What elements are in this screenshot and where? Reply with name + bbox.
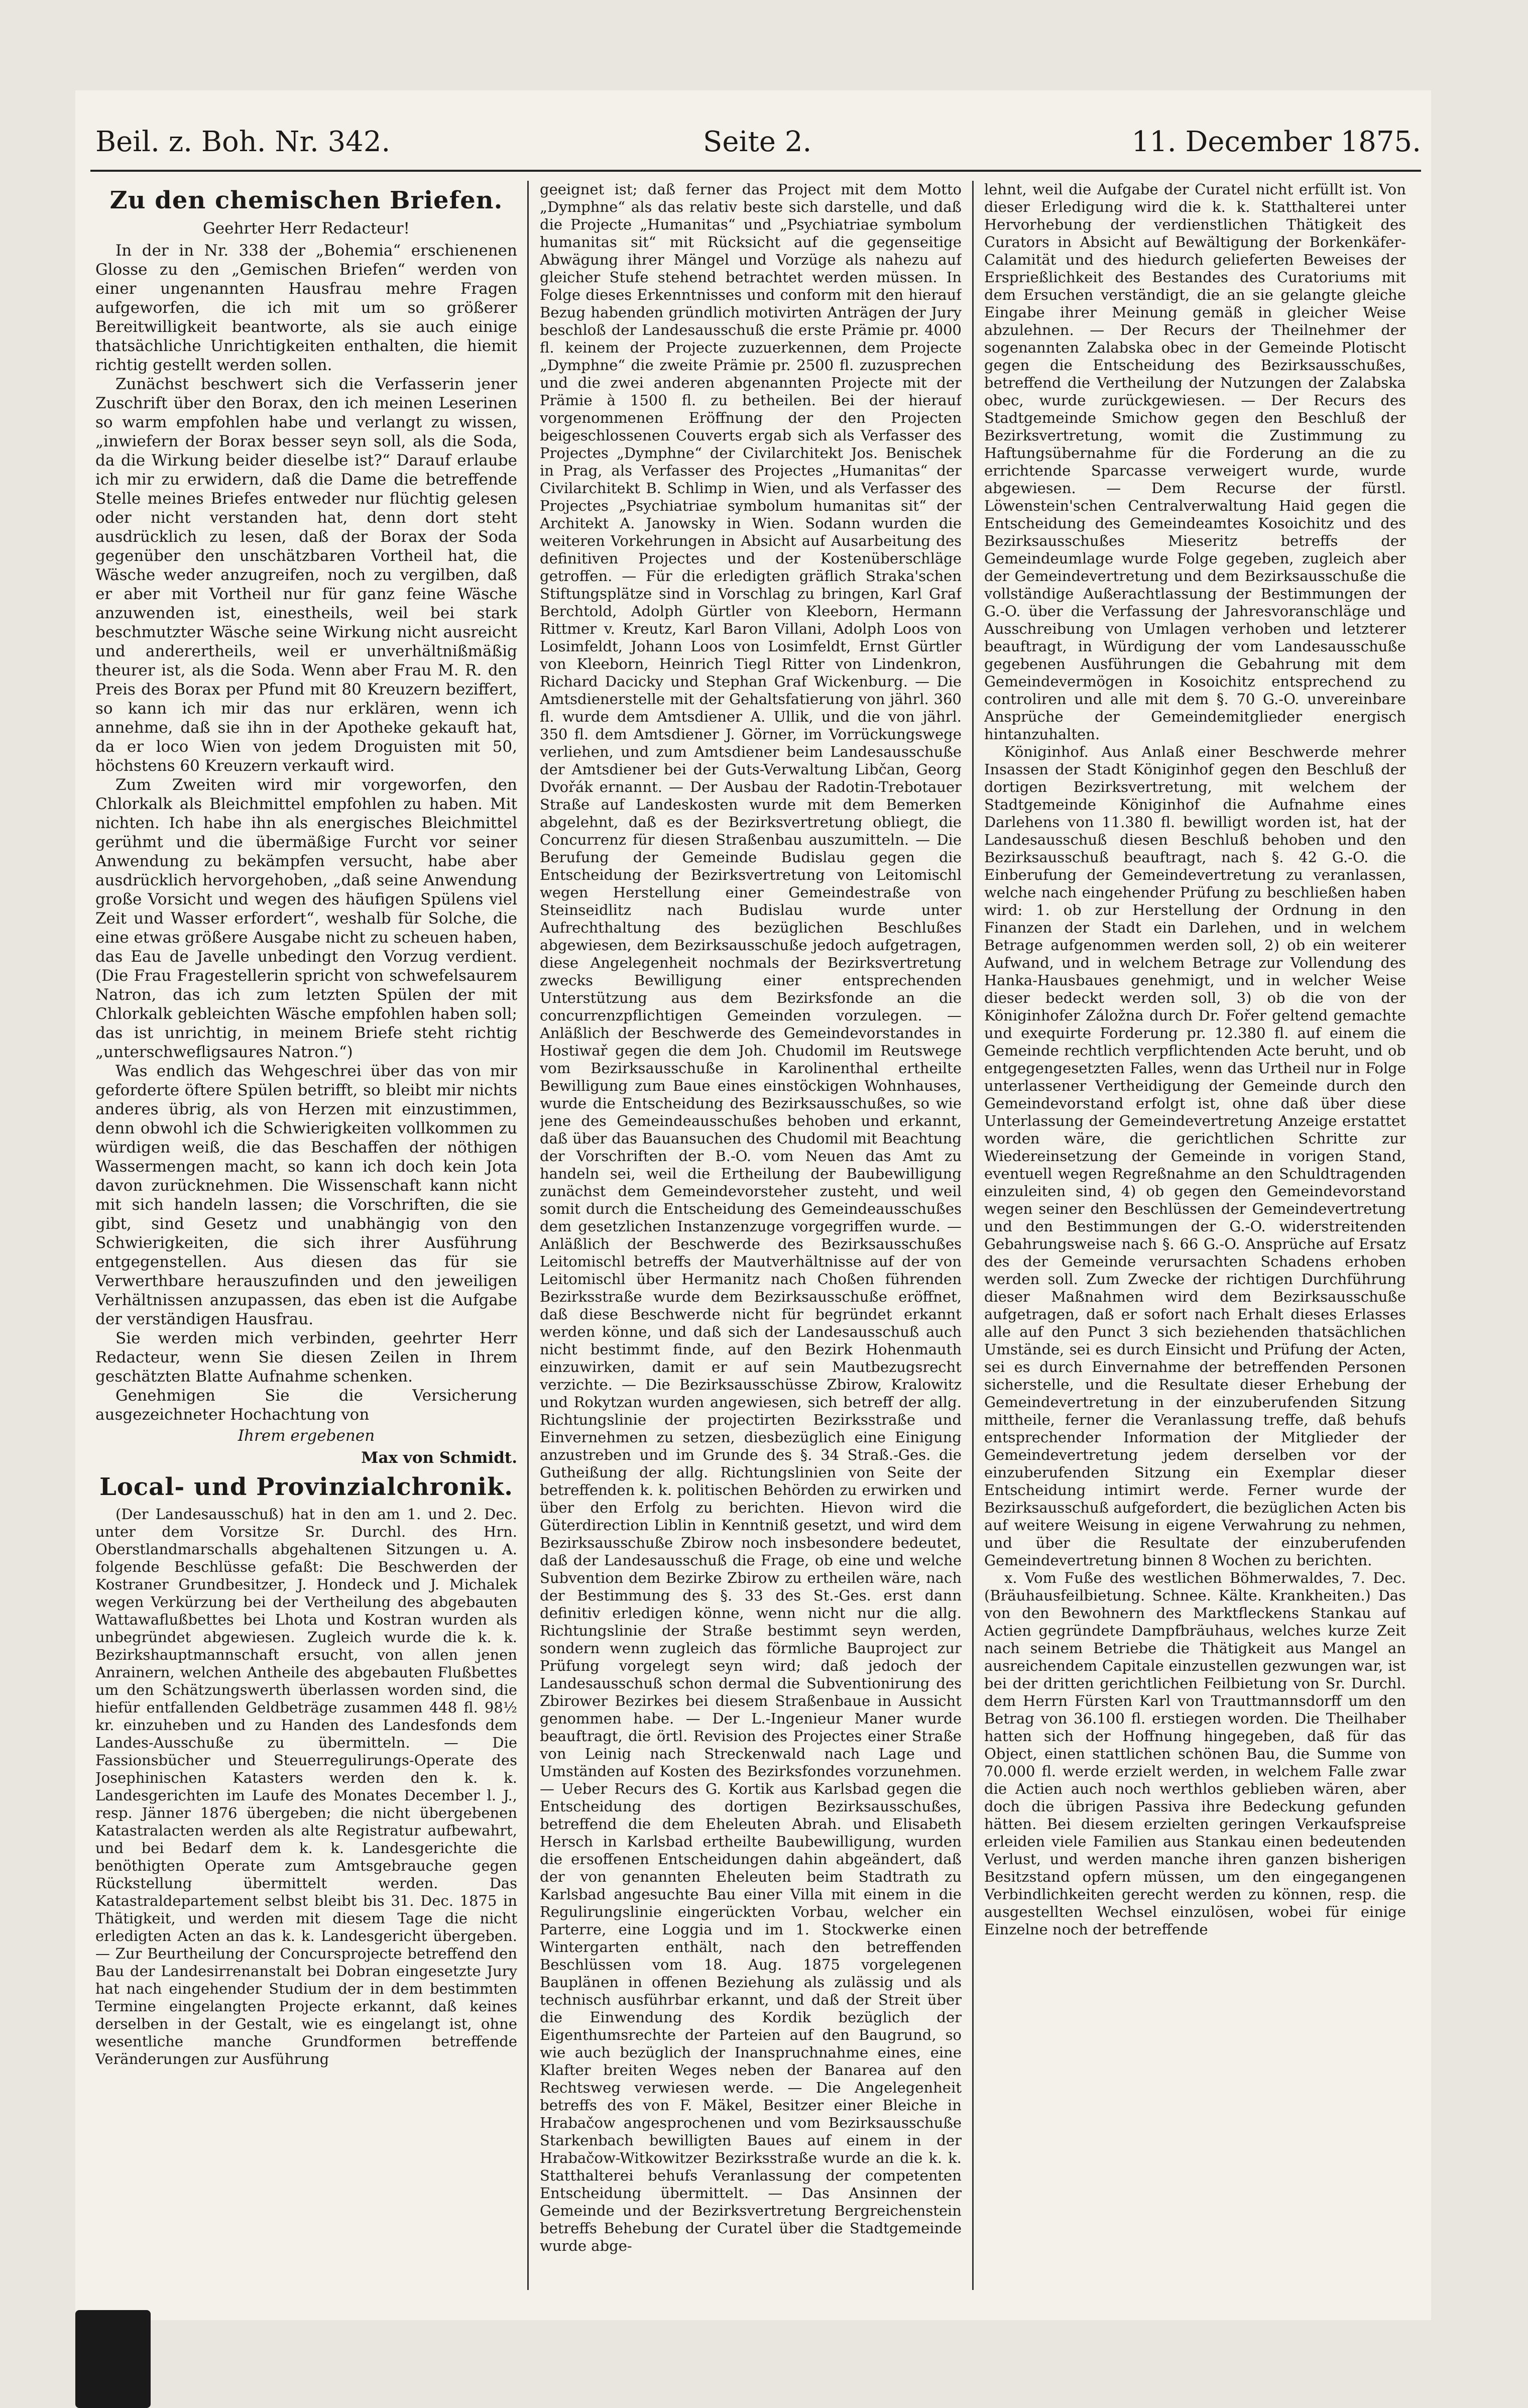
paragraph: x. Vom Fuße des westlichen Böhmerwaldes, 7. Dec. (Bräuhausfeilbietung. Schnee. Kälte. Krankheiten.) Das von den Bewohnern des Marktfleckens Stankau auf Actien gegründete Dampfbräuhaus, welches kurze Zeit nach seinem Betriebe die Thätigkeit aus Mangel an ausreichendem Capitale einzustellen gezwungen war, ist bei der dritten gerichtlichen Feilbietung von Sr. Durchl. dem Herrn Fürsten Karl von Trauttmannsdorff um den Betrag von 36.100 fl. erstiegen worden. Die Theilhaber hatten sich der Hoffnung hingegeben, daß für das Object, einen stattlichen schönen Bau, die Summe von 70.000 fl. werde erzielt werden, in welchem Falle zwar die Actien auch noch werthlos geblieben wären, aber doch die übrigen Passiva ihre Bedeckung gefunden hätten. Bei diesem erzielten geringen Verkaufspreise erleiden viele Familien aus Stankau einen bedeutenden Verlust, und werden manche ihren ganzen bisherigen Besitzstand opfern müssen, um den eingegangenen Verbindlichkeiten gerecht werden zu können, resp. die ausgestellten Wechsel einzulösen, wobei für einige Einzelne noch der betreffende [984,1569,1406,1938]
column-3 [984,181,1406,2290]
salutation: Geehrter Herr Redacteur! [202,219,410,238]
signature: Max von Schmidt. [361,1449,517,1467]
paragraph: (Der Landesausschuß) hat in den am 1. und 2. Dec. unter dem Vorsitze Sr. Durchl. des Hrn. Oberstlandmarschalls abgehaltenen Sitzungen u. A. folgende Beschlüsse gefaßt: Die Beschwerden der Kostraner Grundbesitzer, J. Hondeck und J. Michalek wegen Verkürzung bei der Vertheilung des abgebauten Wattawaflußbettes bei Lhota und Kostran wurden als unbegründet abgewiesen. Zugleich wurde die k. k. Bezirkshauptmannschaft ersucht, von allen jenen Anrainern, welchen Antheile des abgebauten Flußbettes um den Schätzungswerth überlassen worden sind, die hiefür entfallenden Geldbeträge zusammen 448 fl. 98½ kr. einzuheben und zu Handen des Landesfonds dem Landes-Ausschuße zu übermitteln. — Die Fassionsbücher und Steuerregulirungs-Operate des Josephinischen Katasters werden den k. k. Landesgerichten im Laufe des Monates December l. J., resp. Jänner 1876 übergeben; die nicht übergebenen Katastralacten werden als alte Registratur aufbewahrt, und bei Bedarf dem k. k. Landesgerichte die benöthigten Operate zum Amtsgebrauche gegen Rückstellung übermittelt werden. Das Katastraldepartement selbst bleibt bis 31. Dec. 1875 in Thätigkeit, und werden mit diesem Tage die nicht erledigten Acten an das k. k. Landesgericht übergeben. — Zur Beurtheilung der Concursprojecte betreffend den Bau der Landesirrenanstalt bei Dobran eingesetzte Jury hat nach eingehender Studium der in dem bestimmten Termine eingelangten Projecte erkannt, daß keines derselben in der Gestalt, wie es eingelangt ist, ohne wesentliche manche Grundformen betreffende Veränderungen zur Ausführung [95,1506,517,2068]
paragraph: Königinhof. Aus Anlaß einer Beschwerde mehrer Insassen der Stadt Königinhof gegen den Beschluß der dortigen Bezirksvertretung, mit welchem der Stadtgemeinde Königinhof die Aufnahme eines Darlehens von 11.380 fl. bewilligt worden ist, hat der Landesausschuß diesen Beschluß behoben und den Bezirksausschuß beauftragt, nach §. 42 G.-O. die Einberufung der Gemeindevertretung zu veranlassen, welche nach eingehender Prüfung zu beschließen haben wird: 1. ob zur Herstellung der Ordnung in den Finanzen der Stadt ein Darlehen, und in welchem Betrage aufgenommen werden soll, 2) ob ein weiterer Aufwand, und in welchem Betrage zur Vollendung des Hanka-Hausbaues genehmigt, und in welcher Weise dieser bedeckt werden soll, 3) ob die von der Königinhofer Záložna durch Dr. Fořer geltend gemachte und exequirte Forderung pr. 12.380 fl. auf einem die Gemeinde rechtlich verpflichtenden Acte beruht, und ob entgegengesetzten Falles, wenn das Urtheil nur in Folge unterlassener Vertheidigung der Gemeinde durch den Gemeindevorstand erfolgt ist, ohne daß über diese Unterlassung der Gemeindevertretung Anzeige erstattet worden wäre, die gerichtlichen Schritte zur Wiedereinsetzung der Gemeinde in vorigen Stand, eventuell wegen Regreßnahme an den Schuldtragenden einzuleiten sind, 4) ob gegen den Gemeindevorstand wegen seiner den Beschlüssen der Gemeindevertretung und den Bestimmungen der G.-O. widerstreitenden Gebahrungsweise nach §. 66 G.-O. Ansprüche auf Ersatz des der Gemeinde verursachten Schadens erhoben werden soll. Zum Zwecke der richtigen Durchführung dieser Maßnahmen wird dem Bezirksausschuße aufgetragen, daß er sofort nach Erhalt dieses Erlasses alle auf den Punct 3 sich beziehenden thatsächlichen Umstände, sei es durch Einsicht und Prüfung der Acten, sei es durch Einvernahme der betreffenden Personen sicherstelle, und die Resultate dieser Erhebung der Gemeindevertretung in der einzuberufenden Sitzung mittheile, ferner die Veranlassung treffe, daß behufs entsprechender Information der Mitglieder der Gemeindevertretung jedem derselben vor der einzuberufenden Sitzung ein Exemplar dieser Entscheidung intimirt werde. Ferner wurde der Bezirksausschuß aufgefordert, die bezüglichen Acten bis auf weitere Weisung in eigene Verwahrung zu nehmen, und über die Resultate der einzuberufenden Gemeindevertretung binnen 8 Wochen zu berichten. [984,743,1406,1569]
page-number: Seite 2. [703,126,812,158]
closing: Ihrem ergebenen [238,1427,375,1445]
paragraph: Zunächst beschwert sich die Verfasserin jener Zuschrift über den Borax, den ich meinen Leserinen so warm empfohlen habe und verlangt zu wissen, „inwiefern der Borax besser seyn soll, als die Soda, da die Wirkung beider dieselbe ist?“ Darauf erlaube ich mir zu erwidern, daß die Dame die betreffende Stelle meines Briefes entweder nur flüchtig gelesen oder nicht verstanden hat, denn dort steht ausdrücklich zu lesen, daß der Borax der Soda gegenüber den unschätzbaren Vortheil hat, die Wäsche weder anzugreifen, noch zu vergilben, daß er aber mit Vortheil nur für ganz feine Wäsche anzuwenden ist, einestheils, weil bei stark beschmutzter Wäsche seine Wirkung nicht ausreicht und anderertheils, weil er unverhältnißmäßig theurer ist, als die Soda. Wenn aber Frau M. R. den Preis des Borax per Pfund mit 80 Kreuzern beziffert, so kann ich mir das nur erklären, wenn ich annehme, daß sie ihn in der Apotheke gekauft hat, da er loco Wien von jedem Droguisten mit 50, höchstens 60 Kreuzern verkauft wird. [95,375,517,775]
column-1 [95,181,517,2290]
paragraph: Genehmigen Sie die Versicherung ausgezeichneter Hochachtung von [95,1387,517,1424]
paragraph: geeignet ist; daß ferner das Project mit dem Motto „Dymphne“ als das relativ beste sich darstelle, und daß die Projecte „Humanitas“ und „Psychiatriae symbolum humanitas sit“ mit Rücksicht auf die gegenseitige Abwägung ihrer Mängel und Vorzüge als nahezu auf gleicher Stufe stehend betrachtet werden müssen. In Folge dieses Erkenntnisses und conform mit den hierauf Bezug habenden gründlich motivirten Anträgen der Jury beschloß der Landesausschuß die erste Prämie pr. 4000 fl. keinem der Projecte zuzuerkennen, dem Projecte „Dymphne“ die zweite Prämie pr. 2500 fl. zuzusprechen und die zwei anderen abgenannten Projecte mit der Prämie à 1500 fl. zu betheilen. Bei der hierauf vorgenommenen Eröffnung der den Projecten beigeschlossenen Couverts ergab sich als Verfasser des Projectes „Dymphne“ der Civilarchitekt Jos. Benischek in Prag, als Verfasser des Projectes „Humanitas“ der Civilarchitekt B. Schlimp in Wien, und als Verfasser des Projectes „Psychiatriae symbolum humanitas sit“ der Architekt A. Janowsky in Wien. Sodann wurden die weiteren Vorkehrungen in Absicht auf Ausarbeitung des definitiven Projectes und der Kostenüberschläge getroffen. — Für die erledigten gräflich Straka'schen Stiftungsplätze sind in Vorschlag zu bringen, Karl Graf Berchtold, Adolph Gürtler von Kleeborn, Hermann Rittmer v. Kreutz, Karl Baron Villani, Adolph Loos von Losimfeldt, Johann Loos von Losimfeldt, Ernst Gürtler von Kleeborn, Heinrich Tiegl Ritter von Lindenkron, Richard Dacicky und Stephan Graf Wickenburg. — Die Amtsdienerstelle mit der Gehaltsfatierung von jährl. 360 fl. wurde dem Amtsdiener A. Ullik, und die von jährl. 350 fl. dem Amtsdiener J. Görner, im Vorrückungswege verliehen, und zum Amtsdiener beim Landesausschuße der Amtsdiener bei der Guts-Verwaltung Libčan, Georg Dvořák ernannt. — Der Ausbau der Radotin-Trebotauer Straße auf Landeskosten wurde mit dem Bemerken abgelehnt, daß es der Bezirksvertretung obliegt, die Concurrenz für diesen Straßenbau auszumitteln. — Die Berufung der Gemeinde Budislau gegen die Entscheidung der Bezirksvertretung von Leitomischl wegen Herstellung einer Gemeindestraße von Steinseidlitz nach Budislau wurde unter Aufrechthaltung des bezüglichen Beschlußes abgewiesen, dem Bezirksausschuße jedoch aufgetragen, diese Angelegenheit nochmals der Bezirksvertretung zwecks Bewilligung einer entsprechenden Unterstützung aus dem Bezirksfonde an die concurrenzpflichtigen Gemeinden vorzulegen. — Anläßlich der Beschwerde des Gemeindevorstandes in Hostiwař gegen die dem Joh. Chudomil im Reutswege vom Bezirksausschuße in Karolinenthal ertheilte Bewilligung zum Baue eines einstöckigen Wohnhauses, wurde die Entscheidung des Bezirksausschußes, so wie jene des Gemeindeausschußes behoben und erkannt, daß über das Bauansuchen des Chudomil mit Beachtung der Vorschriften der B.-O. vom Neuen das Amt zu handeln sei, weil die Ertheilung der Baubewilligung zunächst dem Gemeindevorsteher zusteht, und weil somit durch die Entscheidung des Gemeindeausschußes dem gesetzlichen Instanzenzuge vorgegriffen wurde. — Anläßlich der Beschwerde des Bezirksausschußes Leitomischl betreffs der Mautverhältnisse auf der von Leitomischl über Hermanitz nach Choßen führenden Bezirksstraße wurde dem Bezirksausschuße eröffnet, daß diese Beschwerde nicht für begründet erkannt werden könne, und daß sich der Landesausschuß auch nicht bestimmt finde, auf den Bezirk Hohenmauth einzuwirken, damit er auf sein Mautbezugsrecht verzichte. — Die Bezirksausschüsse Zbirow, Kralowitz und Rokytzan wurden angewiesen, sich betreff der allg. Richtungslinie der projectirten Bezirksstraße und Einvernehmen zu setzen, diesbezüglich eine Einigung anzustreben und im Grunde des §. 34 Straß.-Ges. die Gutheißung der allg. Richtungslinien von Seite der betreffenden k. k. politischen Behörden zu erwirken und über den Erfolg zu berichten. Hievon wird die Güterdirection Liblin in Kenntniß gesetzt, und wird dem Bezirksausschuße Zbirow noch insbesondere bedeutet, daß der Landesausschuß die Frage, ob eine und welche Subvention dem Bezirke Zbirow zu ertheilen wäre, nach der Bestimmung des §. 33 des St.-Ges. erst dann definitiv erledigen könne, wenn nicht nur die allg. Richtungslinie der Straße bestimmt seyn werden, sondern wenn zugleich das förmliche Bauproject zur Prüfung vorgelegt seyn wird; daß jedoch der Landesausschuß schon dermal die Subventionirung des Zbirower Bezirkes bei diesem Straßenbaue in Aussicht genommen habe. — Der L.-Ingenieur Maner wurde beauftragt, die örtl. Revision des Projectes einer Straße von Leinig nach Streckenwald nach Lage und Umständen auf Kosten des Bezirksfondes vorzunehmen. — Ueber Recurs des G. Kortik aus Karlsbad gegen die Entscheidung des dortigen Bezirksausschußes, betreffend die dem Eheleuten Abrah. und Elisabeth Hersch in Karlsbad ertheilte Baubewilligung, wurden die ersoffenen Entscheidungen dahin abgeändert, daß der von genannten Eheleuten beim Stadtrath zu Karlsbad angesuchte Bau einer Villa mit einem in die Regulirungslinie eingerückten Vorbau, welcher ein Parterre, eine Loggia und im 1. Stockwerke einen Wintergarten enthält, nach den betreffenden Beschlüssen vom 18. Aug. 1875 vorgelegenen Bauplänen in offenen Beziehung als zulässig und als technisch ausführbar erkannt, und daß der Streit über die Einwendung des Kordik bezüglich der Eigenthumsrechte der Parteien auf den Baugrund, so wie auch bezüglich der Inanspruchnahme eines, eine Klafter breiten Weges neben der Banarea auf den Rechtsweg verwiesen werde. — Die Angelegenheit betreffs des von F. Mäkel, Besitzer einer Bleiche in Hrabačow angesprochenen und vom Bezirksausschuße Starkenbach bewilligten Baues auf einem in der Hrabačow-Witkowitzer Bezirksstraße wurde an die k. k. Statthalterei behufs Veranlassung der competenten Entscheidung übermittelt. — Das Ansinnen der Gemeinde und der Bezirksvertretung Bergreichenstein betreffs Behebung der Curatel über die Stadtgemeinde wurde abge- [540,181,962,2254]
scan-artifact [75,2310,151,2408]
newspaper-page [75,90,1431,2320]
page-header [75,110,1431,171]
column-divider [972,181,974,2290]
section-title-local-chronicle: Local- und Provinzialchronik. [99,1473,513,1501]
column-2 [540,181,962,2290]
issue-label: Beil. z. Boh. Nr. 342. [95,126,391,158]
paragraph: Zum Zweiten wird mir vorgeworfen, den Chlorkalk als Bleichmittel empfohlen zu haben. Mit nichten. Ich habe ihn als energisches Bleichmittel gerühmt und die übermäßige Furcht vor seiner Anwendung zu bekämpfen versucht, habe aber ausdrücklich hervorgehoben, „daß seine Anwendung große Vorsicht und wegen des häufigen Spülens viel Zeit und Wasser erfordert“, weshalb für Solche, die eine etwas größere Ausgabe nicht zu scheuen haben, das Eau de Javelle unbedingt den Vorzug verdient. (Die Frau Fragestellerin spricht von schwefelsaurem Natron, das ich zum letzten Spülen der mit Chlorkalk gebleichten Wäsche empfohlen haben soll; das ist unrichtig, in meinem Briefe steht richtig „unterschwefligsaures Natron.“) [95,776,517,1061]
paragraph: Sie werden mich verbinden, geehrter Herr Redacteur, wenn Sie diesen Zeilen in Ihrem geschätzten Blatte Aufnahme schenken. [95,1329,517,1386]
paragraph: In der in Nr. 338 der „Bohemia“ erschienenen Glosse zu den „Gemischen Briefen“ werden von einer ungenannten Hausfrau mehre Fragen aufgeworfen, die ich mit um so größerer Bereitwilligkeit beantworte, als sie auch einige thatsächliche Unrichtigkeiten enthalten, die hiemit richtig gestellt werden sollen. [95,242,517,374]
paragraph: lehnt, weil die Aufgabe der Curatel nicht erfüllt ist. Von dieser Erledigung wird die k. k. Statthalterei unter Hervorhebung der verdienstlichen Thätigkeit des Curators in Absicht auf Bewältigung der Borkenkäfer-Calamität und des hiedurch gelieferten Beweises der Ersprießlichkeit des Bestandes des Curatoriums mit dem Ersuchen verständigt, die an sie gelangte gleiche Eingabe ihrer Meinung gemäß in gleicher Weise abzulehnen. — Der Recurs der Theilnehmer der sogenannten Zalabska obec in der Gemeinde Plotischt gegen die Entscheidung des Bezirksausschußes, betreffend die Vertheilung der Nutzungen der Zalabska obec, wurde zurückgewiesen. — Der Recurs des Stadtgemeinde Smichow gegen den Beschluß der Bezirksvertretung, womit die Zustimmung zu Haftungsübernahme für die Forderung an die zu errichtende Sparcasse verweigert wurde, wurde abgewiesen. — Dem Recurse der fürstl. Löwenstein'schen Centralverwaltung Haid gegen die Entscheidung des Gemeindeamtes Kosoichitz und des Bezirksausschußes Mieseritz betreffs der Gemeindeumlage wurde Folge gegeben, zugleich aber der Gemeindevertretung und dem Bezirksausschuße die vollständige Außerachtlassung der Bestimmungen der G.-O. über die Verfassung der Jahresvoranschläge und Ausschreibung von Umlagen verhoben und letzterer beauftragt, in Würdigung der vom Landesausschuße gegebenen Ausführungen die Gebahrung mit dem Gemeindevermögen in Kosoichitz entsprechend zu controliren und alle mit dem §. 70 G.-O. unvereinbare Ansprüche der Gemeindemitglieder energisch hintanzuhalten. [984,181,1406,743]
article-title-chemical-letters: Zu den chemischen Briefen. [109,186,503,214]
header-rule [90,170,1421,172]
issue-date: 11. December 1875. [1131,126,1421,158]
column-divider [527,181,529,2290]
paragraph: Was endlich das Wehgeschrei über das von mir geforderte öftere Spülen betrifft, so bleibt mir nichts anderes übrig, als von Herzen mit einzustimmen, denn obwohl ich die Schwierigkeiten vollkommen zu würdigen weiß, die das Beschaffen der nöthigen Wassermengen macht, so kann ich doch kein Jota davon zurücknehmen. Die Wissenschaft kann nicht mit sich handeln lassen; die Vorschriften, die sie gibt, sind Gesetz und unabhängig von den Schwierigkeiten, die sich ihrer Ausführung entgegenstellen. Aus diesen das für sie Verwerthbare herauszufinden und den jeweiligen Verhältnissen anzupassen, das eben ist die Aufgabe der verständigen Hausfrau. [95,1062,517,1328]
